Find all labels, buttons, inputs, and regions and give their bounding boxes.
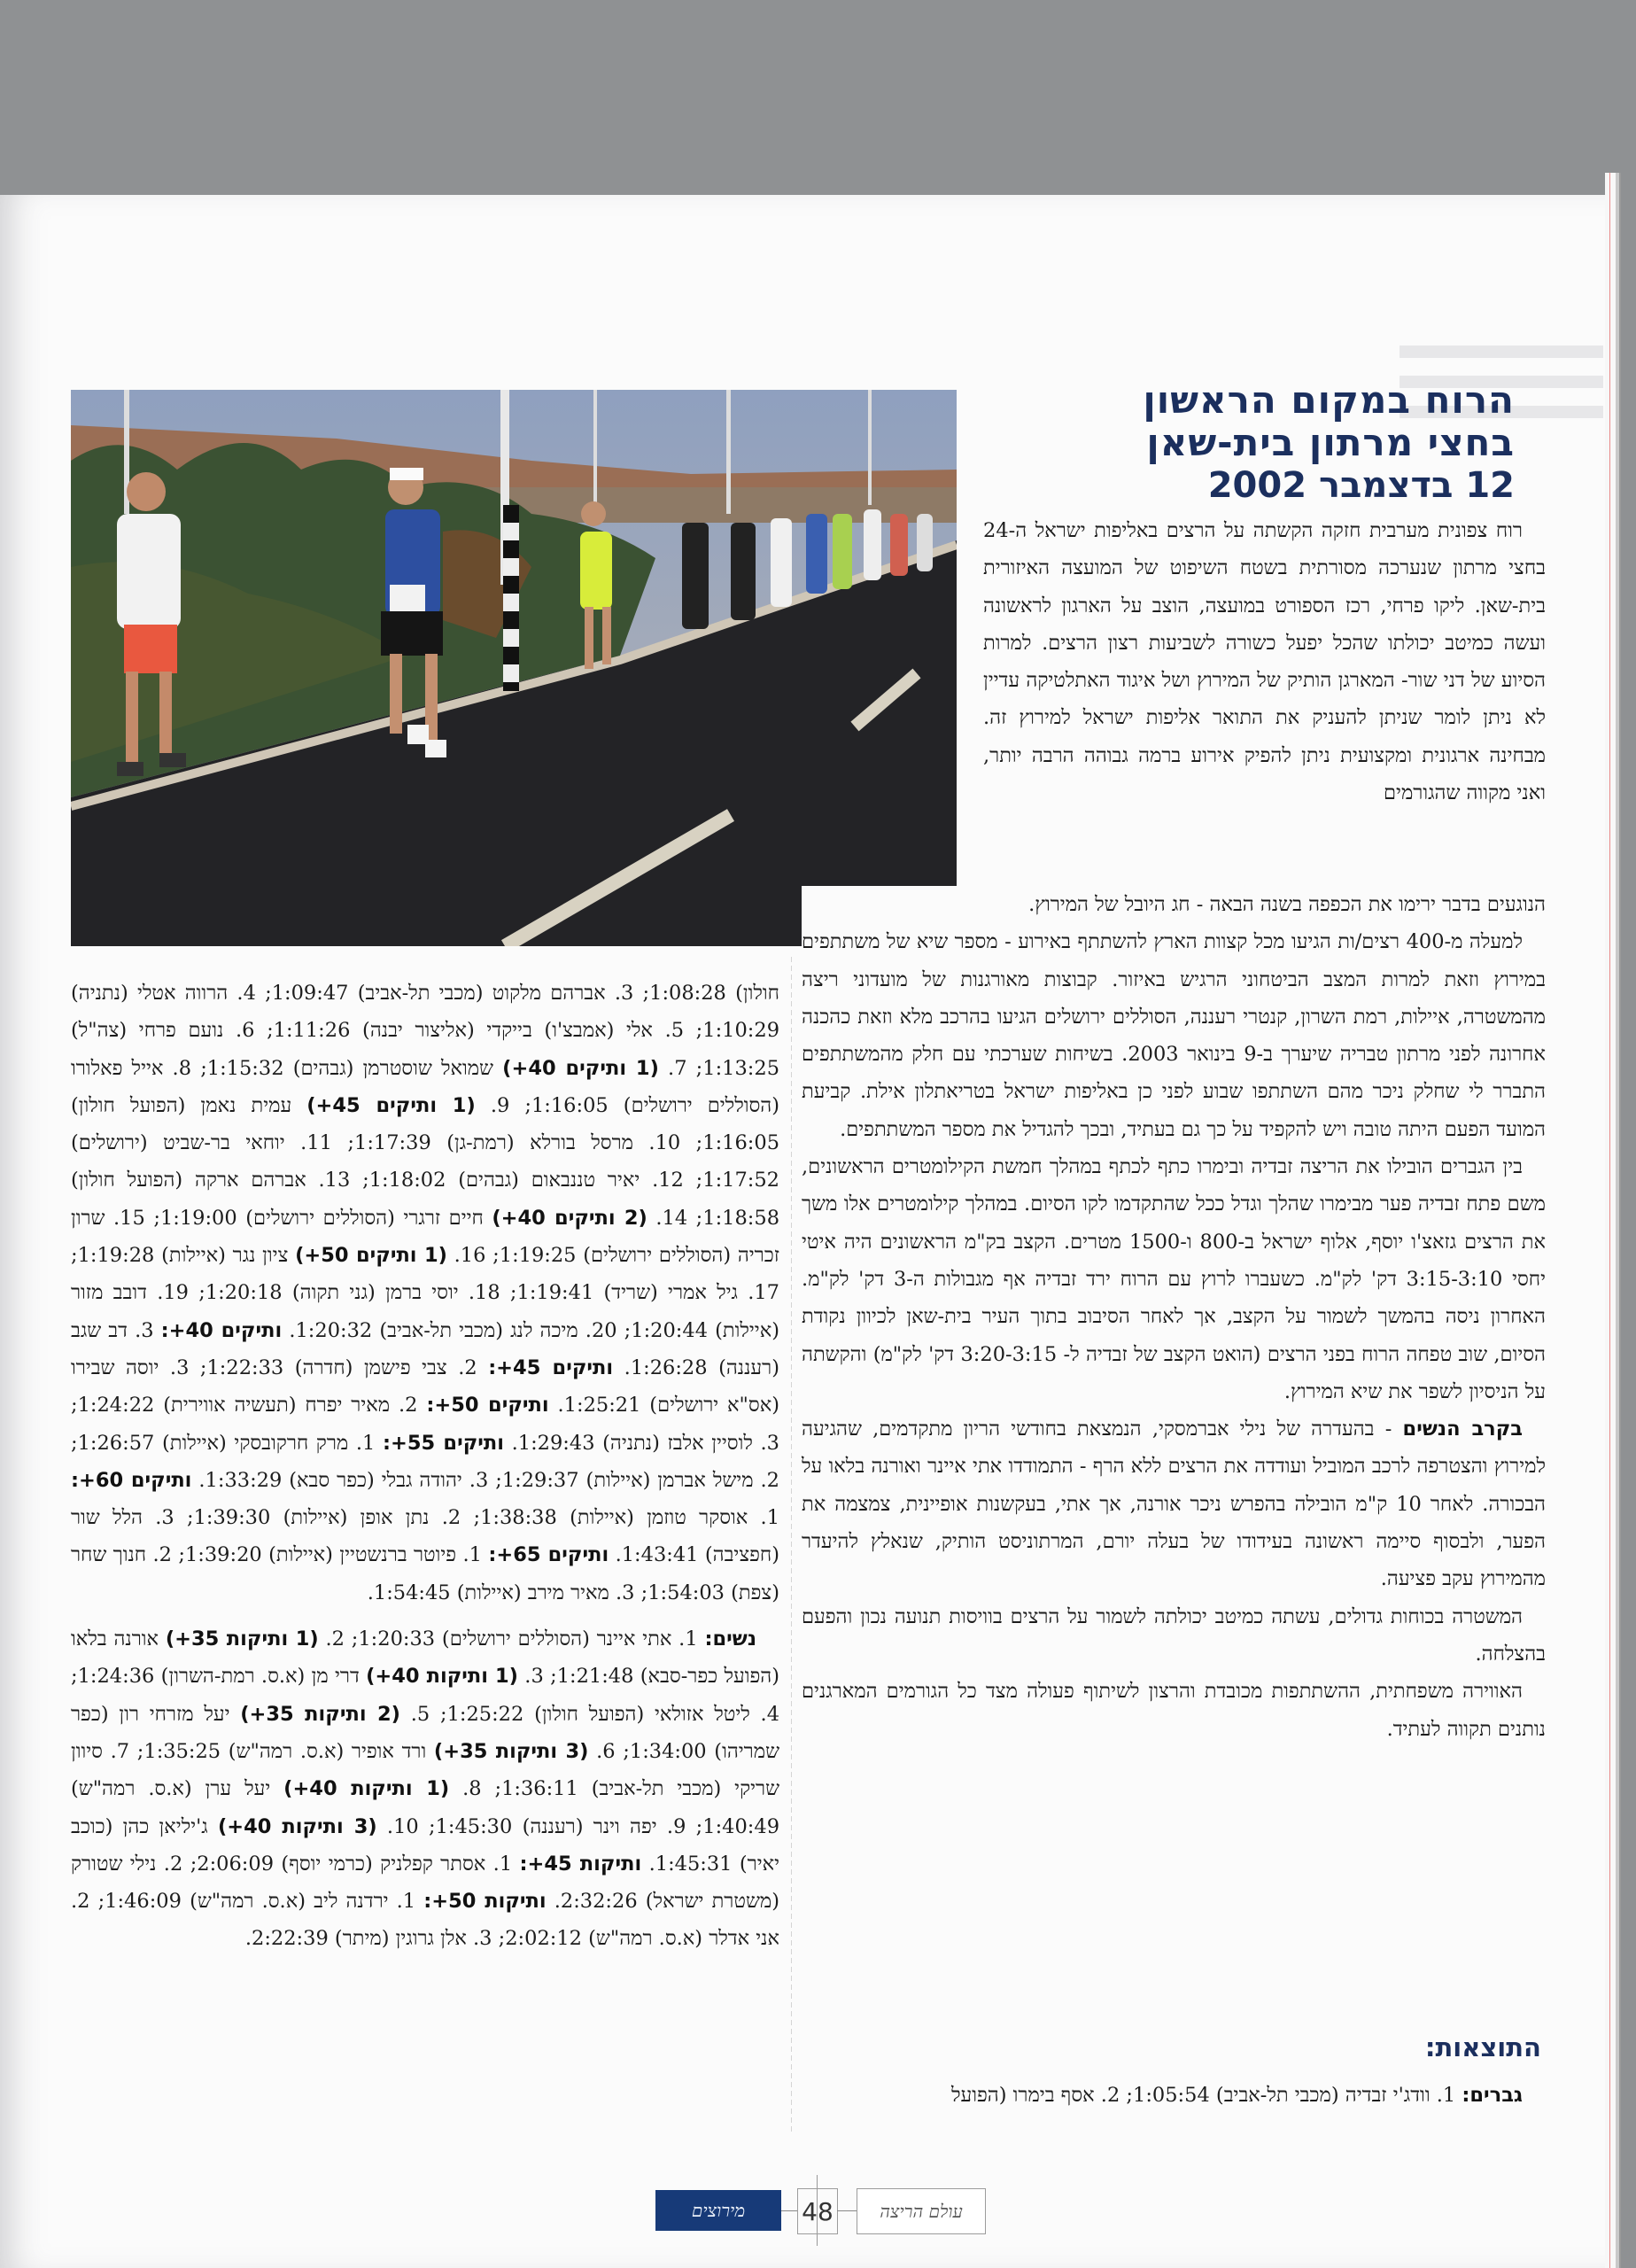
- page-footer: [655, 2184, 1036, 2237]
- section-label: מירוצים: [655, 2190, 781, 2231]
- footer-connector: [837, 2210, 857, 2211]
- men-label: גברים:: [1462, 2084, 1523, 2107]
- article-date: 12 בדצמבר 2002: [1207, 465, 1515, 506]
- results-column: [71, 975, 779, 1958]
- paragraph-1: רוח צפונית מערבית חזקה הקשתה על הרצים באליפות ישראל ה-24 בחצי מרתון שנערכה מסורתית בשטח השיפוט של המועצה האיזורית בית-שאן. ליקו פרחי, רכז הספורט במועצה, הוצב על הארגון לראשונה ועשה כמיטב יכולתו שהכל יפעל כשורה לשביעות רצון הרצים. למרות הסיוע של דני שור- המארגן הותיק של המירוץ ושל איגוד האתלטיקה עדיין לא ניתן לומר שניתן להעניק את התואר אליפות ישראל למירוץ זה. מבחינה ארגונית ומקצועית ניתן להפיק אירוע ברמה גבוהה הרבה יותר, ואני מקווה שהגורמים: [983, 519, 1546, 805]
- paragraph-police: המשטרה בכוחות גדולים, עשתה כמיטב יכולתה לשמור על הרצים בוויסות תנועה נכון והפעם בהצלחה.: [802, 1604, 1546, 1666]
- page-number: 48: [797, 2188, 838, 2234]
- women-lead: בקרב הנשים: [1402, 1418, 1524, 1441]
- title-line-2: בחצי מרתון בית-שאן: [1146, 421, 1515, 464]
- results-heading: התוצאות:: [1424, 2032, 1541, 2062]
- article-body: [802, 886, 1546, 1748]
- paragraph-2: למעלה מ-400 רצים/ות הגיעו מכל קצוות הארץ להשתתף באירוע - מספר שיא של משתתפים במירוץ וזאת למרות המצב הביטחוני הרגיש באיזור. קבוצות מאורגנות של מועדוני ריצה מהמשטרה, איילות, רמת השרון, קנטרי רעננה, הסוללים ירושלים הגיעו בהרכב מלא וזאת כהכנה אחרונה לפני מרתון טבריה שיערך ב-9 בינואר 2003. בשיחות שערכתי עם חלק מהמשתתפים התברר לי שחלק ניכר מהם השתתפו שבוע לפני כן באליפות ישראל בטריאתלון אילת. קביעת המועד הפעם היתה טובה ויש להקפיד על כך גם בעתיד, ובכך להגדיל את מספר המשתתפים.: [802, 930, 1546, 1141]
- article-title: [1143, 378, 1515, 507]
- page-edge: [1605, 173, 1621, 2268]
- title-line-1: הרוח במקום הראשון: [1143, 378, 1515, 422]
- striped-pole: [503, 505, 519, 691]
- results-women: נשים: 1. אתי איינר (הסוללים ירושלים) 1:20:33; 2. (1 ותיקות 35+) אורנה בלאו (הפועל כפר-סבא) 1:21:48; 3. (1 ותיקות 40+) דרי מן (א.ס. רמת-השרון) 1:24:36; 4. ליטל אזולאי (הפועל חולון) 1:25:22; 5. (2 ותיקות 35+) יעל מזרחי רון (כפר שמריהו) 1:34:00; 6. (3 ותיקות 35+) ורד אופיר (א.ס. רמה"ש) 1:35:25; 7. סיוון שריקי (מכבי תל-אביב) 1:36:11; 8. (1 ותיקות 40+) יעל ערן (א.ס. רמה"ש) 1:40:49; 9. יפה וינר (רעננה) 1:45:30; 10. (3 ותיקות 40+) ג'יליאן כהן (כוכב יאיר) 1:45:31. ותיקות 45+: 1. אסתר קפלניק (כרמי יוסף) 2:06:09; 2. נילי שטורק (משטרת ישראל) 2:32:26. ותיקות 50+: 1. ירדנה ליב (א.ס. רמה"ש) 1:46:09; 2. אני אדלר (א.ס. רמה"ש) 2:02:12; 3. אלן גרוגין (מיתר) 2:22:39.: [71, 1627, 780, 1951]
- column-divider: [791, 957, 792, 2135]
- footer-connector: [781, 2210, 797, 2211]
- paragraph-1-end: הנוגעים בדבר ירימו את הכפפה בשנה הבאה - חג היובל של המירוץ.: [1028, 893, 1546, 916]
- results-men: חולון) 1:08:28; 3. אברהם מלקוט (מכבי תל-אביב) 1:09:47; 4. הרווה אטלי (נתניה) 1:10:29; 5. אלי (אמבצ'ו) בייקדי (אליצור יבנה) 1:11:26; 6. נועם פרחי (צה"ל) 1:13:25; 7. (1 ותיקים 40+) שמואל שוסטרמן (גבהים) 1:15:32; 8. אייל פאלורו (הסוללים ירושלים) 1:16:05; 9. (1 ותיקים 45+) עמית נאמן (הפועל חולון) 1:16:05; 10. מרסל בורלא (רמת-גן) 1:17:39; 11. יוחאי בר-שביט (ירושלים) 1:17:52; 12. יאיר טננבאום (גבהים) 1:18:02; 13. אברהם ארקה (הפועל חולון) 1:18:58; 14. (2 ותיקים 40+) חיים זרגרי (הסוללים ירושלים) 1:19:00; 15. שרון זכריה (הסוללים ירושלים) 1:19:25; 16. (1 ותיקים 50+) ציון נגר (איילות) 1:19:28; 17. גיל אמרי (שריד) 1:19:41; 18. יוסי ברמן (גני תקוה) 1:20:18; 19. דובב מזור (איילות) 1:20:44; 20. מיכה לנג (מכבי תל-אביב) 1:20:32. ותיקים 40+: 3. דב שגב (רעננה) 1:26:28. ותיקים 45+: 2. צבי פישמן (חדרה) 1:22:33; 3. יוסה שבירו (אס"א ירושלים) 1:25:21. ותיקים 50+: 2. מאיר יפרח (תעשיה אווירית) 1:24:22; 3. לוסיין אלבז (נתניה) 1:29:43. ותיקים 55+: 1. מרק חרקובסקי (איילות) 1:26:57; 2. מישל אברמן (איילות) 1:29:37; 3. יהודה גבלי (כפר סבא) 1:33:29. ותיקים 60+: 1. אוסקר טוזמן (איילות) 1:38:38; 2. נתן אופן (איילות) 1:39:30; 3. הלל שור (חפציבה) 1:43:41. ותיקים 65+: 1. פיוטר ברנשטיין (איילות) 1:39:20; 2. חנוך שחר (צפת) 1:54:03; 3. מאיר מירב (איילות) 1:54:45.: [71, 982, 780, 1604]
- runners-image: [71, 390, 957, 946]
- magazine-name: עולם הריצה: [857, 2188, 986, 2234]
- race-photo: [71, 390, 957, 946]
- results-men-start: גברים: 1. וודג'י זבדיה (מכבי תל-אביב) 1:05:54; 2. אסף בימרו (הפועל: [950, 2084, 1523, 2107]
- paragraph-closing: האווירה משפחתית, ההשתתפות מכובדת והרצון לשיתוף פעולה מצד כל הגורמים המארגנים נותנים תקווה לעתיד.: [802, 1680, 1546, 1741]
- paragraph-3: בין הגברים הובילו את הריצה זבדיה ובימרו כתף לכתף במהלך חמשת הקילומטרים הראשונים, משם פתח זבדיה פער מבימרו שהלך וגדל ככל שהתקדמו לקו הסיום. במהלך קילומטרים אלו משך את הרצים גזאצ'ו יוסף, אלוף ישראל ב-800 ו-1500 מטרים. הקצב בק"מ הראשונים היה איטי יחסי 3:15-3:10 דק' לק"מ. כשעברו לרוץ עם הרוח ירד זבדיה אף מגבולות ה-3 דק' לק"מ. האחרון ניסה בהמשך לשמור על הקצב, אך לאחר הסיבוב בתוך העיר בית-שאן לכיוון נקודת הסיום, שוב טפחה הרוח בפני הרצים (הואט הקצב של זבדיה ל- 3:20-3:15 דק' לק"מ) והקשתה על הניסיון לשפר את שיא המירוץ.: [802, 1155, 1546, 1403]
- paragraph-women: בקרב הנשים - בהעדרה של נילי אברמסקי, הנמצאת בחודשי הריון מתקדמים, שהגיעה למירוץ והצטרפה לרכב המוביל ועודדה את הרצים ללא הרף - התמודדו אתי איינר ואורנה בלאו על הבכורה. לאחר 10 ק"מ הובילה בהפרש ניכר אורנה, אך אתי, בעקשנות אופיינית, צמצמה את הפער, ולבסוף סיימה ראשונה בעידודו של בעלה יורם, המרתוניסט הותיק, שנאלץ להיעדר מהמירוץ עקב פציעה.: [802, 1418, 1546, 1591]
- article-intro: [983, 512, 1546, 812]
